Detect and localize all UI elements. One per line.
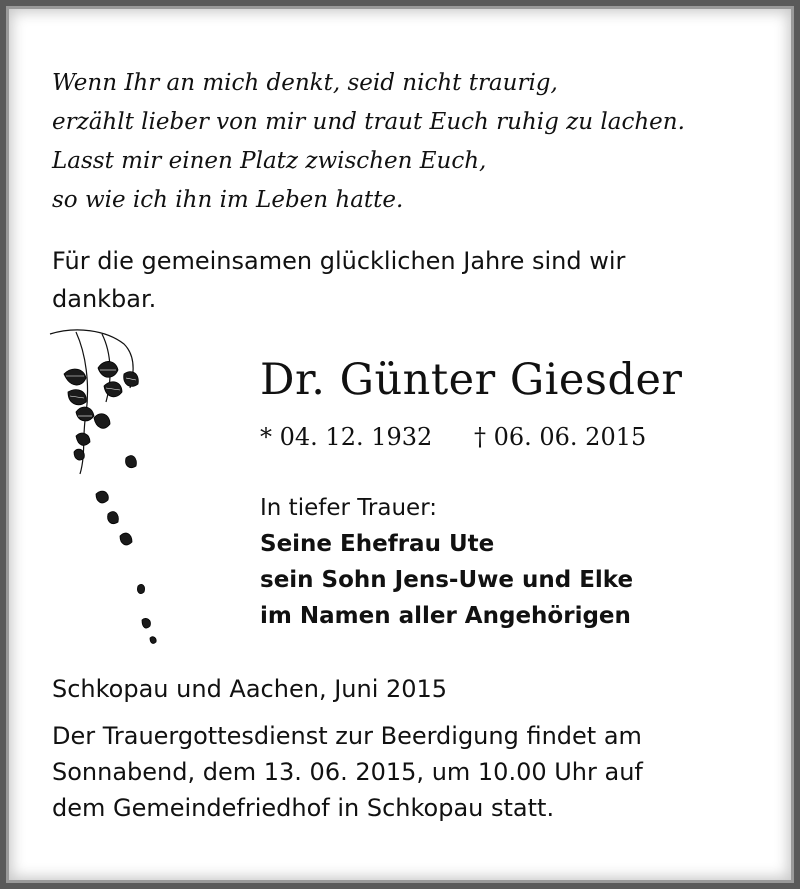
- mourners-intro: In tiefer Trauer:: [260, 495, 437, 521]
- thanks-text: [52, 242, 752, 318]
- mourners-block: [260, 490, 633, 634]
- thanks-line: Für die gemeinsamen glücklichen Jahre sind wir: [52, 247, 626, 275]
- birth-date: * 04. 12. 1932: [260, 423, 433, 451]
- poem-line: Lasst mir einen Platz zwischen Euch,: [52, 148, 487, 174]
- funeral-service-info: [52, 718, 772, 826]
- life-dates: [260, 419, 646, 455]
- poem-line: Wenn Ihr an mich denkt, seid nicht traurig,: [52, 70, 558, 96]
- poem: [52, 64, 782, 220]
- poem-line: so wie ich ihn im Leben hatte.: [52, 187, 404, 213]
- falling-birch-leaves-icon: [46, 324, 176, 664]
- service-line: dem Gemeindefriedhof in Schkopau statt.: [52, 794, 555, 822]
- thanks-line: dankbar.: [52, 285, 157, 313]
- place-date: Schkopau und Aachen, Juni 2015: [52, 675, 448, 703]
- service-line: Sonnabend, dem 13. 06. 2015, um 10.00 Uhr auf: [52, 758, 643, 786]
- deceased-name: Dr. Günter Giesder: [260, 355, 683, 405]
- mourner-name: sein Sohn Jens-Uwe und Elke: [260, 567, 634, 593]
- death-date: † 06. 06. 2015: [473, 423, 647, 451]
- mourner-name: im Namen aller Angehörigen: [260, 603, 631, 629]
- service-line: Der Trauergottesdienst zur Beerdigung findet am: [52, 722, 642, 750]
- poem-line: erzählt lieber von mir und traut Euch ruhig zu lachen.: [52, 109, 685, 135]
- mourner-name: Seine Ehefrau Ute: [260, 531, 495, 557]
